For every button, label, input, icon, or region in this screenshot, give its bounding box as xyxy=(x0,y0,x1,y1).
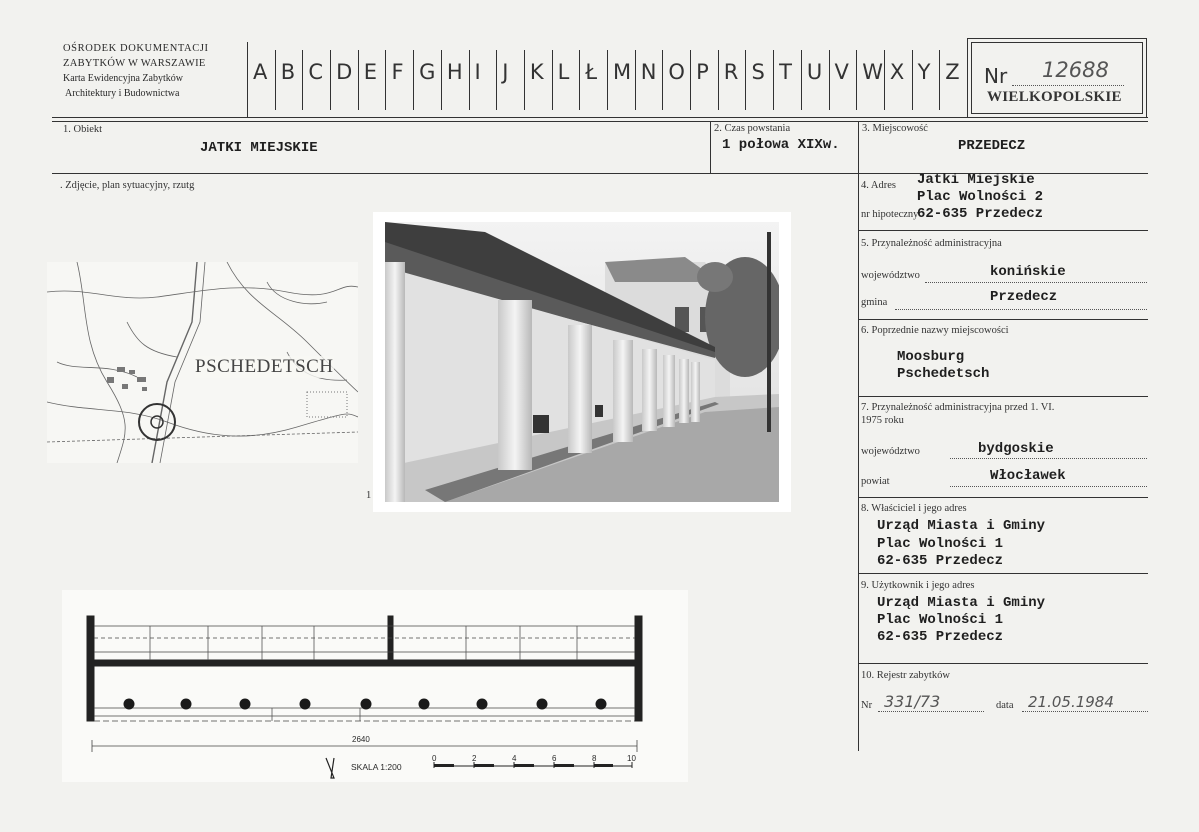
index-letter: S xyxy=(751,60,765,84)
letter-divider xyxy=(856,50,857,110)
letter-divider xyxy=(358,50,359,110)
poprzednie-label: 6. Poprzednie nazwy miejscowości xyxy=(861,325,1009,336)
czas-label: 2. Czas powstania xyxy=(714,123,791,134)
poprzednie-value: Pschedetsch xyxy=(897,366,990,382)
poprzednie-value: Moosburg xyxy=(897,349,965,365)
index-letter: A xyxy=(253,60,268,84)
letter-divider xyxy=(496,50,497,110)
nr-label: Nr xyxy=(984,64,1008,88)
situational-map xyxy=(47,262,358,463)
index-letter: D xyxy=(336,60,353,84)
letter-divider xyxy=(718,50,719,110)
photograph xyxy=(373,212,791,512)
index-letter: T xyxy=(779,60,792,84)
index-letter: R xyxy=(723,60,739,84)
map-town-label: PSCHEDETSCH xyxy=(195,356,334,377)
przed1975-label-2: 1975 roku xyxy=(861,415,904,426)
gmina-value: Przedecz xyxy=(990,289,1058,305)
scale-label: SKALA 1:200 xyxy=(351,762,402,772)
index-letter: J xyxy=(502,60,509,84)
wlasciciel-line: Plac Wolności 1 xyxy=(877,536,1004,552)
scale-tick-label: 10 xyxy=(627,754,636,763)
letter-divider xyxy=(939,50,940,110)
index-letter: Z xyxy=(945,60,960,84)
institute-line: OŚRODEK DOKUMENTACJI xyxy=(63,43,209,54)
przed1975-label: 7. Przynależność administracyjna przed 1. VI. xyxy=(861,402,1055,413)
index-letter: L xyxy=(557,60,570,84)
czas-value: 1 połowa XIXw. xyxy=(722,137,840,153)
scale-tick-label: 8 xyxy=(592,754,597,763)
przynaleznosc-label: 5. Przynależność administracyjna xyxy=(861,238,1002,249)
letter-divider xyxy=(690,50,691,110)
letter-divider xyxy=(635,50,636,110)
woj-old-value: bydgoskie xyxy=(978,441,1054,457)
index-letter: K xyxy=(529,60,544,84)
institute-line: Karta Ewidencyjna Zabytków xyxy=(63,73,183,84)
rejestr-data-label: data xyxy=(996,700,1014,711)
photos-label: . Zdjęcie, plan sytuacyjny, rzutg xyxy=(60,180,195,191)
letter-divider xyxy=(413,50,414,110)
institute-line: ZABYTKÓW W WARSZAWIE xyxy=(63,58,206,69)
letter-divider xyxy=(441,50,442,110)
region-label: WIELKOPOLSKIE xyxy=(987,89,1122,105)
wlasciciel-line: Urząd Miasta i Gminy xyxy=(877,518,1046,534)
scale-tick-label: 4 xyxy=(512,754,517,763)
letter-divider xyxy=(829,50,830,110)
index-letter: G xyxy=(419,60,436,84)
wojewodztwo-value: konińskie xyxy=(990,264,1066,280)
index-letter: N xyxy=(640,60,657,84)
index-letter: Ł xyxy=(585,60,598,84)
letter-divider xyxy=(579,50,580,110)
scale-tick-label: 2 xyxy=(472,754,477,763)
index-letter: O xyxy=(668,60,685,84)
letter-index xyxy=(247,42,967,116)
powiat-label: powiat xyxy=(861,476,890,487)
uzytkownik-label: 9. Użytkownik i jego adres xyxy=(861,580,975,591)
institute-line: Architektury i Budownictwa xyxy=(65,88,180,99)
index-letter: F xyxy=(391,60,404,84)
index-letter: I xyxy=(474,60,481,84)
adres-label: 4. Adres xyxy=(861,180,896,191)
index-letter: M xyxy=(613,60,632,84)
uzytkownik-line: Urząd Miasta i Gminy xyxy=(877,595,1046,611)
miejscowosc-value: PRZEDECZ xyxy=(958,138,1026,154)
rejestr-data-value: 21.05.1984 xyxy=(1028,693,1114,711)
letter-divider xyxy=(385,50,386,110)
letter-divider xyxy=(912,50,913,110)
plan-dimension: 2640 xyxy=(352,735,370,744)
letter-divider xyxy=(469,50,470,110)
obiekt-value: JATKI MIEJSKIE xyxy=(200,140,318,156)
miejscowosc-label: 3. Miejscowość xyxy=(862,123,928,134)
index-letter: W xyxy=(862,60,883,84)
index-letter: V xyxy=(834,60,849,84)
gmina-label: gmina xyxy=(861,297,888,308)
letter-divider xyxy=(801,50,802,110)
arcade-photo xyxy=(385,222,779,502)
index-letter: U xyxy=(806,60,823,84)
letter-divider xyxy=(330,50,331,110)
letter-divider xyxy=(662,50,663,110)
hipoteczny-label: nr hipoteczny xyxy=(861,209,919,220)
letter-divider xyxy=(552,50,553,110)
letter-divider xyxy=(275,50,276,110)
index-letter: X xyxy=(889,60,905,84)
woj-old-label: województwo xyxy=(861,446,920,457)
letter-divider xyxy=(302,50,303,110)
letter-divider xyxy=(773,50,774,110)
letter-divider xyxy=(884,50,885,110)
wlasciciel-label: 8. Właściciel i jego adres xyxy=(861,503,967,514)
adres-line: Jatki Miejskie xyxy=(917,172,1035,188)
rejestr-nr-label: Nr xyxy=(861,700,873,711)
scale-tick-label: 0 xyxy=(432,754,437,763)
index-letter: Y xyxy=(917,60,931,84)
wlasciciel-line: 62-635 Przedecz xyxy=(877,553,1004,569)
index-letter: E xyxy=(363,60,378,84)
photo-number: 1 xyxy=(366,490,372,501)
obiekt-label: 1. Obiekt xyxy=(63,124,103,135)
index-letter: C xyxy=(308,60,324,84)
adres-line: 62-635 Przedecz xyxy=(917,206,1044,222)
index-letter: P xyxy=(696,60,709,84)
rejestr-label: 10. Rejestr zabytków xyxy=(861,670,950,681)
uzytkownik-line: Plac Wolności 1 xyxy=(877,612,1004,628)
uzytkownik-line: 62-635 Przedecz xyxy=(877,629,1004,645)
letter-divider xyxy=(745,50,746,110)
adres-line: Plac Wolności 2 xyxy=(917,189,1044,205)
wojewodztwo-label: województwo xyxy=(861,270,920,281)
institute-block xyxy=(63,41,243,101)
scale-tick-label: 6 xyxy=(552,754,557,763)
powiat-value: Włocławek xyxy=(990,468,1066,484)
nr-value: 12688 xyxy=(1042,58,1109,82)
floor-plan xyxy=(62,590,688,782)
letter-divider xyxy=(607,50,608,110)
index-letter: H xyxy=(446,60,463,84)
rejestr-nr-value: 331/73 xyxy=(884,692,941,711)
index-letter: B xyxy=(280,60,296,84)
letter-divider xyxy=(524,50,525,110)
